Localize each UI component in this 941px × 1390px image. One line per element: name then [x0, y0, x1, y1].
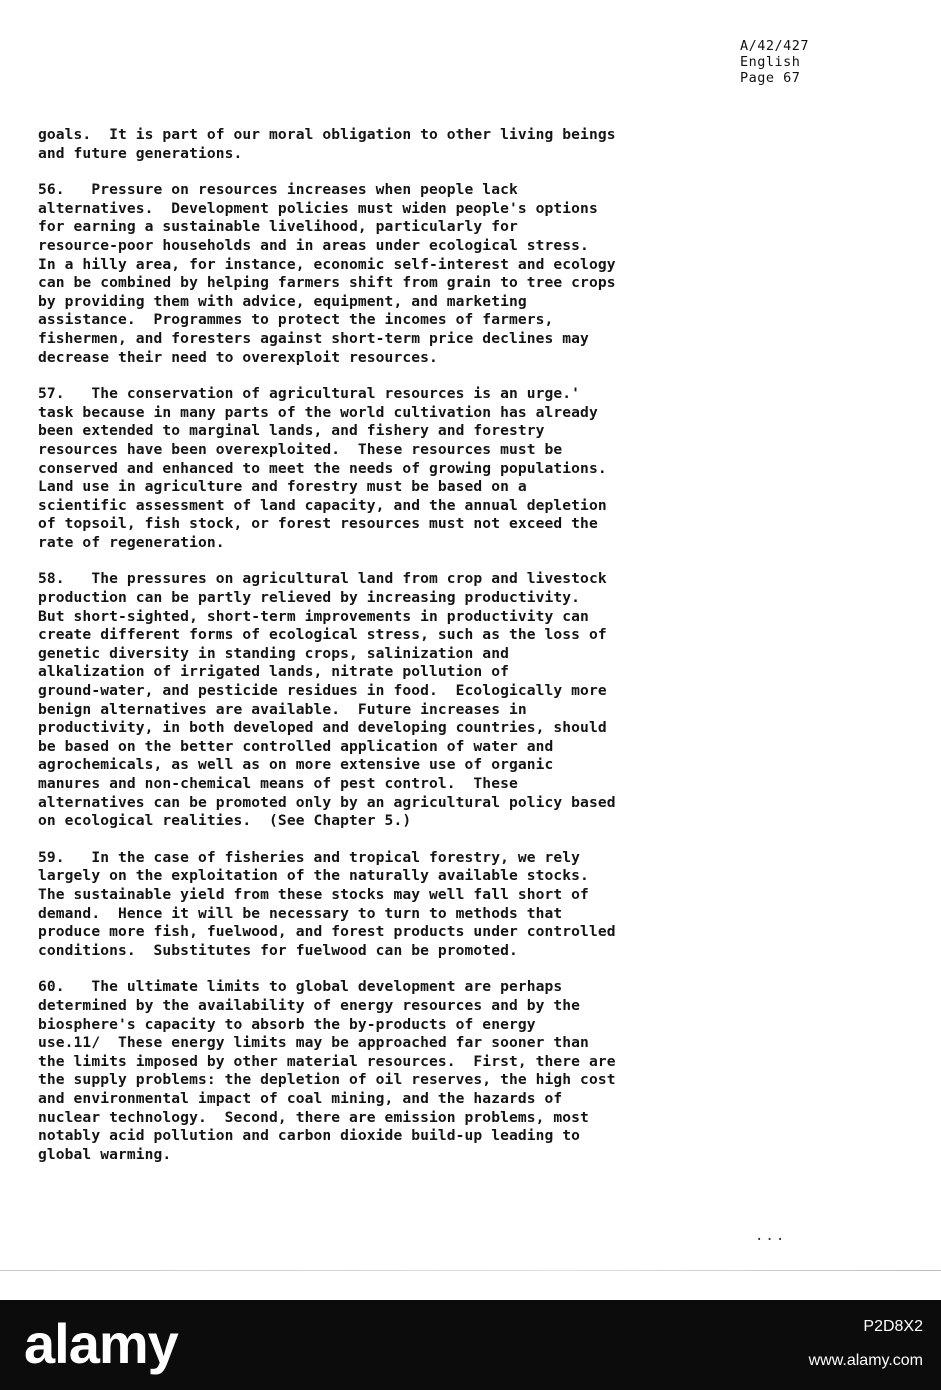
document-header [740, 38, 809, 86]
text-line: decrease their need to overexploit resources. [38, 348, 438, 366]
document-language: English [739, 54, 801, 70]
watermark-url: www.alamy.com [808, 1352, 923, 1369]
text-line: rate of regeneration. [38, 533, 225, 551]
watermark-image-id: P2D8X2 [863, 1318, 923, 1335]
paragraph [38, 570, 798, 830]
text-line: and environmental impact of coal mining, and the hazards of [38, 1089, 563, 1107]
text-line: the limits imposed by other material resources. First, there are [38, 1052, 616, 1070]
text-line: 58. The pressures on agricultural land from crop and livestock [38, 570, 607, 588]
paragraph [38, 385, 798, 552]
text-line: the supply problems: the depletion of oil reserves, the high cost [38, 1071, 616, 1089]
paragraph [38, 849, 798, 961]
text-line: for earning a sustainable livelihood, particularly for [38, 218, 518, 236]
text-line: can be combined by helping farmers shift from grain to tree crops [38, 274, 616, 292]
text-line: produce more fish, fuelwood, and forest products under controlled [38, 923, 616, 941]
text-line: benign alternatives are available. Future increases in [38, 700, 527, 718]
text-line: use.11/ These energy limits may be approached far sooner than [38, 1034, 589, 1052]
text-line: 57. The conservation of agricultural resources is an urge.' [38, 385, 581, 403]
text-line: resource-poor households and in areas under ecological stress. [38, 236, 589, 254]
text-line: conserved and enhanced to meet the needs of growing populations. [38, 459, 607, 477]
text-line: 59. In the case of fisheries and tropical forestry, we rely [38, 848, 581, 866]
text-line: of topsoil, fish stock, or forest resources must not exceed the [38, 515, 598, 533]
continuation-mark: ... [755, 1228, 787, 1244]
text-line: resources have been overexploited. These resources must be [38, 440, 563, 458]
text-line: determined by the availability of energy resources and by the [38, 996, 581, 1014]
text-line: alkalization of irrigated lands, nitrate pollution of [38, 663, 509, 681]
text-line: production can be partly relieved by increasing productivity. [38, 589, 581, 607]
text-line: global warming. [38, 1145, 172, 1163]
document-body [38, 126, 798, 1182]
text-line: been extended to marginal lands, and fishery and forestry [38, 422, 545, 440]
text-line: on ecological realities. (See Chapter 5.) [38, 812, 412, 830]
text-line: ground-water, and pesticide residues in food. Ecologically more [38, 682, 607, 700]
text-line: biosphere's capacity to absorb the by-products of energy [38, 1015, 536, 1033]
text-line: demand. Hence it will be necessary to turn to methods that [38, 904, 563, 922]
text-line: be based on the better controlled application of water and [38, 737, 554, 755]
text-line: Land use in agriculture and forestry must be based on a [38, 478, 527, 496]
text-line: create different forms of ecological stress, such as the loss of [38, 626, 607, 644]
text-line: assistance. Programmes to protect the incomes of farmers, [38, 311, 554, 329]
paragraph [38, 181, 798, 367]
text-line: task because in many parts of the world cultivation has already [38, 403, 598, 421]
text-line: nuclear technology. Second, there are emission problems, most [38, 1108, 589, 1126]
text-line: by providing them with advice, equipment, and marketing [38, 292, 527, 310]
text-line: goals. It is part of our moral obligation to other living beings [38, 126, 616, 143]
text-line: The sustainable yield from these stocks may well fall short of [38, 885, 589, 903]
text-line: manures and non-chemical means of pest control. These [38, 775, 518, 792]
watermark-logo: alamy [24, 1312, 178, 1375]
text-line: largely on the exploitation of the naturally available stocks. [38, 867, 589, 885]
text-line: productivity, in both developed and developing countries, should [38, 719, 607, 737]
text-line: genetic diversity in standing crops, salinization and [38, 644, 509, 662]
paragraph [38, 978, 798, 1164]
text-line: alternatives can be promoted only by an agricultural policy based [38, 793, 616, 811]
text-line: 56. Pressure on resources increases when people lack [38, 181, 518, 199]
text-line: agrochemicals, as well as on more extensive use of organic [38, 756, 554, 774]
text-line: 60. The ultimate limits to global development are perhaps [38, 978, 563, 996]
page-bottom-edge [0, 1270, 941, 1271]
text-line: scientific assessment of land capacity, and the annual depletion [38, 496, 607, 514]
text-line: and future generations. [38, 144, 243, 162]
text-line: fishermen, and foresters against short-term price declines may [38, 329, 589, 347]
text-line: notably acid pollution and carbon dioxide build-up leading to [38, 1127, 581, 1145]
text-line: conditions. Substitutes for fuelwood can be promoted. [38, 941, 518, 959]
page-number: Page 67 [739, 70, 801, 86]
paragraph [38, 126, 798, 163]
text-line: But short-sighted, short-term improvements in productivity can [38, 607, 589, 625]
document-symbol: A/42/427 [739, 38, 809, 54]
text-line: alternatives. Development policies must widen people's options [38, 199, 598, 217]
text-line: In a hilly area, for instance, economic self-interest and ecology [38, 255, 616, 273]
